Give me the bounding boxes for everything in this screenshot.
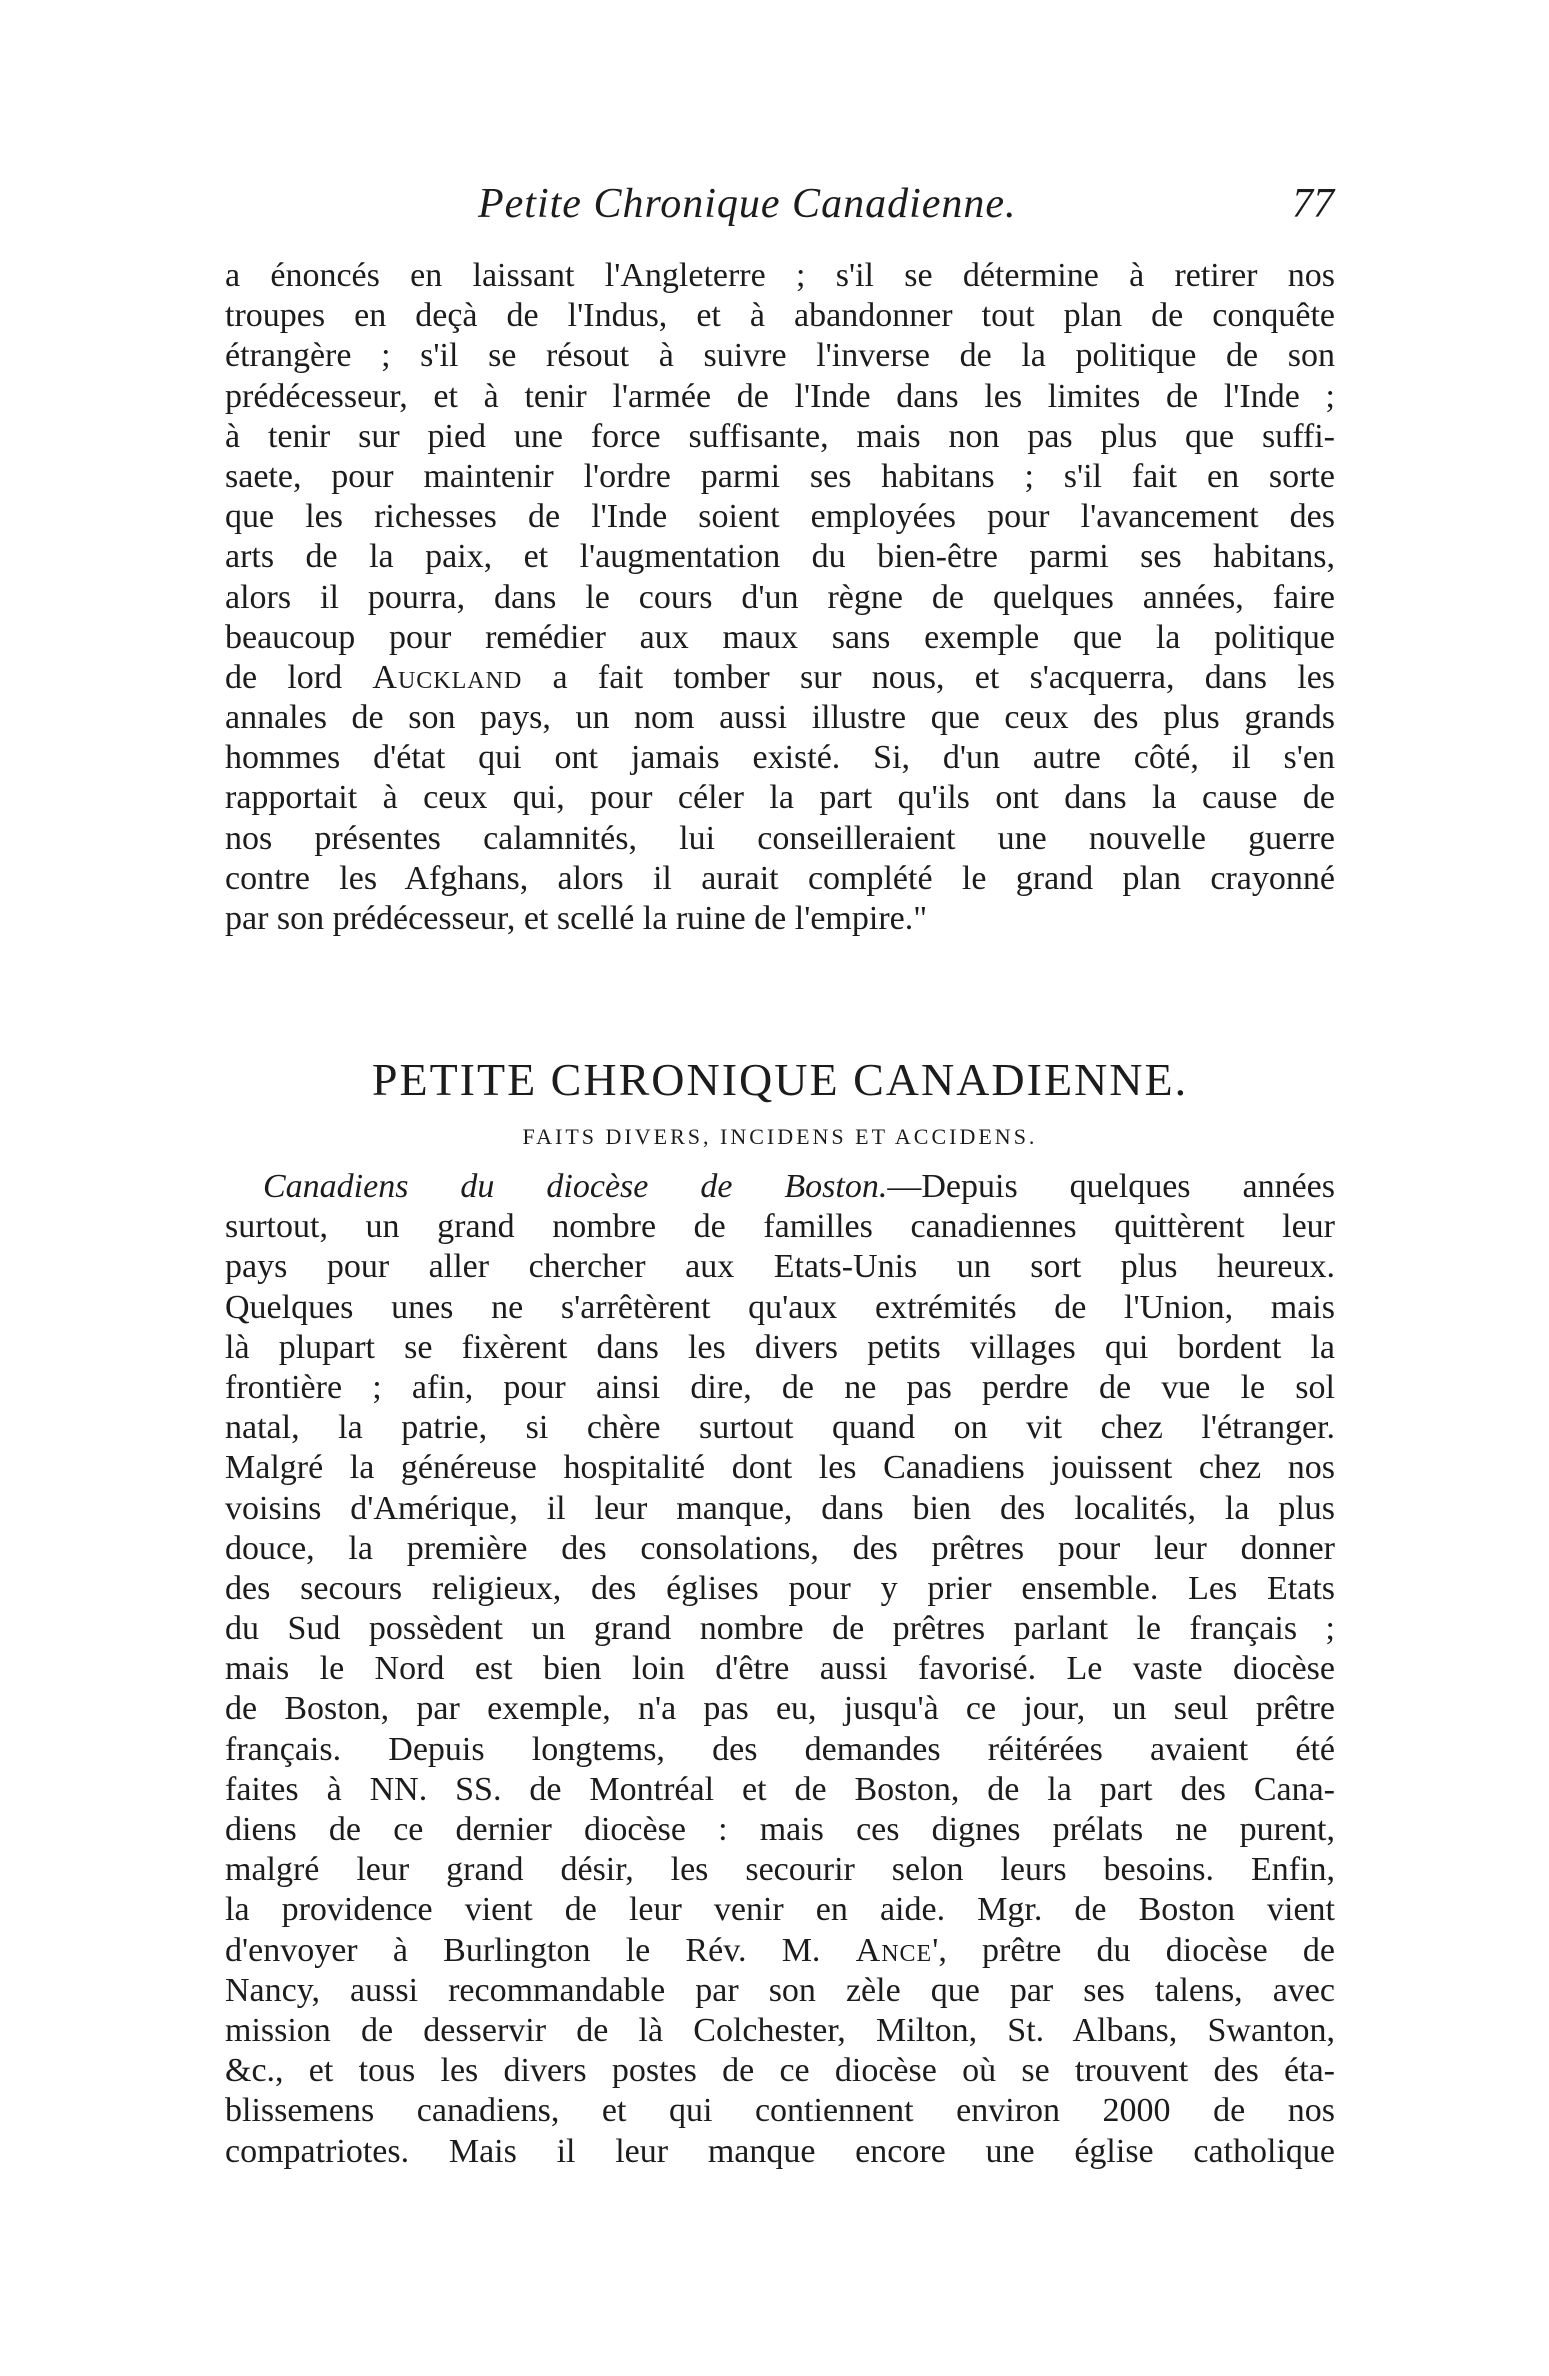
text-line: des secours religieux, des églises pour y prier ensemble. Les Etats (225, 1569, 1335, 1607)
text-line: compatriotes. Mais il leur manque encore une église catholique (225, 2132, 1335, 2170)
text-line: annales de son pays, un nom aussi illustre que ceux des plus grands (225, 699, 1335, 737)
text-line: voisins d'Amérique, il leur manque, dans bien des localités, la plus (225, 1489, 1335, 1527)
article-paragraph (225, 1167, 1335, 2172)
text-line: mais le Nord est bien loin d'être aussi favorisé. Le vaste diocèse (225, 1650, 1335, 1688)
text-line: de Boston, par exemple, n'a pas eu, jusqu'à ce jour, un seul prêtre (225, 1690, 1335, 1728)
text-line: a énoncés en laissant l'Angleterre ; s'il se détermine à retirer nos (225, 257, 1335, 294)
text-line: troupes en deçà de l'Indus, et à abandonner tout plan de conquête (225, 297, 1335, 335)
text-line: &c., et tous les divers postes de ce diocèse où se trouvent des éta- (225, 2052, 1335, 2090)
text-fragment: —Depuis quelques années (887, 1168, 1335, 1205)
text-line: là plupart se fixèrent dans les divers petits villages qui bordent la (225, 1328, 1335, 1366)
text-line: Quelques unes ne s'arrêtèrent qu'aux extrémités de l'Union, mais (225, 1288, 1335, 1326)
text-fragment: ', prêtre du diocèse de (932, 1931, 1335, 1969)
text-line: la providence vient de leur venir en aide. Mgr. de Boston vient (225, 1891, 1335, 1929)
text-line: du Sud possèdent un grand nombre de prêtres parlant le français ; (225, 1610, 1335, 1648)
text-fragment: a fait tomber sur nous, et s'acquerra, dans les (552, 658, 1335, 696)
person-name-auckland: Auckland (372, 658, 523, 696)
text-line: blissemens canadiens, et qui contiennent environ 2000 de nos (225, 2092, 1335, 2130)
text-line: faites à NN. SS. de Montréal et de Boston, de la part des Cana- (225, 1770, 1335, 1808)
person-name-ance: Ance (855, 1931, 933, 1969)
text-line: natal, la patrie, si chère surtout quand on vit chez l'étranger. (225, 1409, 1335, 1447)
text-line: alors il pourra, dans le cours d'un règne de quelques années, faire (225, 578, 1335, 616)
text-line: nos présentes calamnités, lui conseilleraient une nouvelle guerre (225, 819, 1335, 857)
text-line-ance (225, 1931, 1335, 1971)
text-line: pays pour aller chercher aux Etats-Unis un sort plus heureux. (225, 1248, 1335, 1286)
text-line: frontière ; afin, pour ainsi dire, de ne pas perdre de vue le sol (225, 1368, 1335, 1406)
section-subheading: FAITS DIVERS, INCIDENS ET ACCIDENS. (522, 1124, 1038, 1149)
text-line: prédécesseur, et à tenir l'armée de l'Inde dans les limites de l'Inde ; (225, 377, 1335, 415)
text-line-auckland (225, 658, 1335, 698)
article-lead-title: Canadiens du diocèse de Boston. (263, 1168, 888, 1205)
text-fragment: de lord (225, 658, 343, 696)
page-number: 77 (1292, 181, 1334, 227)
lead-line (225, 1167, 1335, 1207)
text-line: diens de ce dernier diocèse : mais ces dignes prélats ne purent, (225, 1811, 1335, 1848)
text-line: que les richesses de l'Inde soient employées pour l'avancement des (225, 498, 1335, 536)
text-line: contre les Afghans, alors il aurait complété le grand plan crayonné (225, 859, 1335, 897)
text-line: beaucoup pour remédier aux maux sans exemple que la politique (225, 618, 1335, 656)
text-line: français. Depuis longtems, des demandes réitérées avaient été (225, 1730, 1335, 1768)
text-line: par son prédécesseur, et scellé la ruine de l'empire." (225, 900, 928, 937)
text-line: douce, la première des consolations, des prêtres pour leur donner (225, 1529, 1335, 1567)
running-head (228, 180, 1334, 230)
text-line: mission de desservir de là Colchester, Milton, St. Albans, Swanton, (225, 2011, 1335, 2049)
text-fragment: d'envoyer à Burlington le Rév. M. (225, 1931, 821, 1969)
text-line: saete, pour maintenir l'ordre parmi ses habitans ; s'il fait en sorte (225, 457, 1335, 495)
text-line: arts de la paix, et l'augmentation du bien-être parmi ses habitans, (225, 538, 1335, 576)
text-line: surtout, un grand nombre de familles canadiennes quittèrent leur (225, 1208, 1335, 1246)
section-heading: PETITE CHRONIQUE CANADIENNE. (371, 1054, 1189, 1105)
quote-paragraph (225, 256, 1335, 939)
text-line: rapportait à ceux qui, pour céler la part qu'ils ont dans la cause de (225, 779, 1335, 817)
running-title: Petite Chronique Canadienne. (478, 181, 1017, 227)
text-line: Nancy, aussi recommandable par son zèle que par ses talens, avec (225, 1971, 1335, 2009)
text-line: hommes d'état qui ont jamais existé. Si, d'un autre côté, il s'en (225, 739, 1335, 777)
text-line: à tenir sur pied une force suffisante, mais non pas plus que suffi- (225, 417, 1335, 455)
text-line: malgré leur grand désir, les secourir selon leurs besoins. Enfin, (225, 1851, 1335, 1889)
text-line: Malgré la généreuse hospitalité dont les Canadiens jouissent chez nos (225, 1449, 1335, 1487)
text-line: étrangère ; s'il se résout à suivre l'inverse de la politique de son (225, 337, 1335, 375)
